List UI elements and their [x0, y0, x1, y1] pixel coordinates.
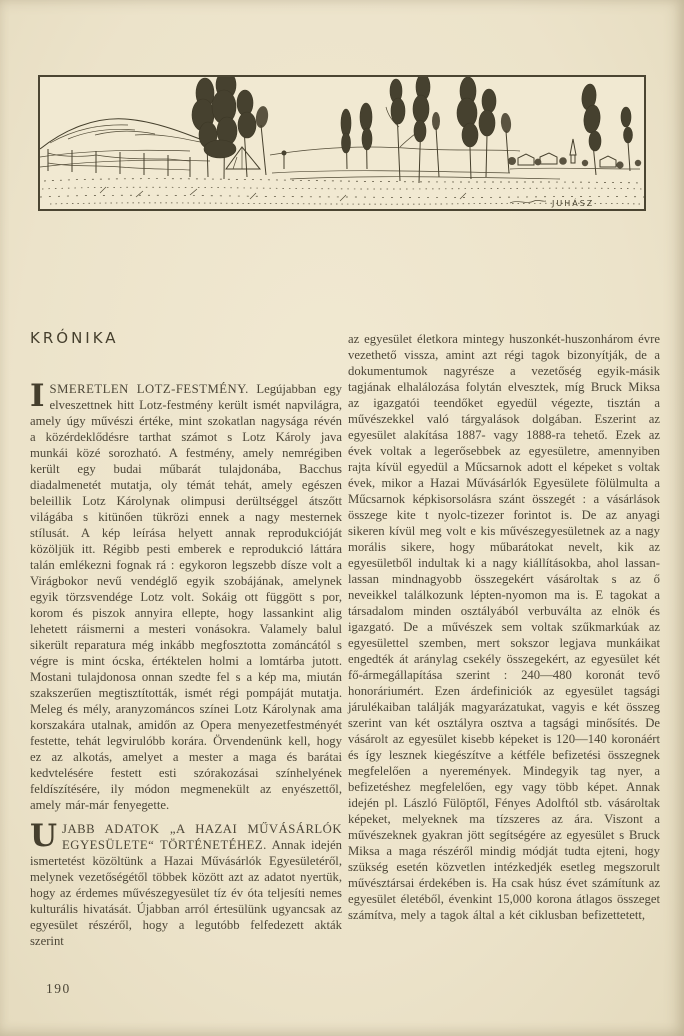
- article-lotz-body: Legújabban egy elveszettnek hitt Lotz-festmény került ismét napvilágra, amely úgy művészi értéke, mint szokatlan nagysága révén a közérdeklődésre tarthat számot s Lotz Károly java munkái közé sorozható. A festmény, amely nemrégiben került egy budai műbarát tulajdonába, Bacchus diadalmenetét mutatja, oly témát tehát, amely egészen beleillik Lotz Károlynak olimpusi derültséggel átszőtt világába s kitünően tükrözi ennek a nagy mesternek stílusát. A kép leírása helyett annak reprodukcióját közöljük itt. Régibb pesti emberek e reprodukció láttára talán emlékezni fognak rá : egykoron legszebb dísze volt a Virágbokor nevű vendéglő egyik szobájának, amelynek egyik törzsvendége Lotz volt. Sokáig ott függött s por, korom és piszok annyira ellepte, hogy lassankint alig lehetett ráismerni a mesteri vonásokra. Valamely balul sikerült reparatura még inkább megfosztotta zománcától s végre is mint ócska, értéktelen holmi a lomtárba jutott. Mostani tulajdonosa onnan szedte fel s a kép ma, miután szakszerűen megtisztították, ismét régi pompáját mutatja. Meleg és mély, aranyzománcos színei Lotz Károlynak ama korszakára utalnak, amidőn az Opera menyezetfestményét festette, tehát legvirulóbb korára. Örvendenünk kell, hogy ez az alkotás, amelyet a mester a maga és barátai kedvtelésére festett esti szórakozásai színhelyének feldíszítésére, ily módon megmenekült az enyészettől, amely már-már fenyegette.: [30, 382, 342, 812]
- article-muvasarlok-body-right: az egyesület életkora mintegy huszonkét-huszonhárom évre vezethető vissza, amint azt régi tagok bizonyítják, de a dokumentumok nagyrésze a vezetőség egyik-másik tagjának elhalálozása folytán elvesztek, míg Bruck Miksa az igazgatói teendőket egyedül végezte, tisztán a művészekkel való tárgyalások dolgában. Eszerint az egyesület alakítása 1887- vagy 1888-ra tehető. Ezek az évek voltak a legerősebbek az egyesületre, amennyiben rajta kívül egyedül a Műcsarnok adott el képeket s voltak évek, mikor a Hazai Művásárlók Egyesülete fölülmulta a Műcsarnok képkisorsolásra szánt összegét : a vásárlások összege kite t nyolc-tizezer forintot is. De az anyagi sikeren kívül meg volt e kis művészegyesületnek az a nagy morális sikere, hogy műbarátokat nevelt, kik az egyesületből indultak ki a nagy kiállításokba, ahol lassan-lassan mindnagyobb összegekért vásároltak s az ő neveikkel találkozunk lépten-nyomon ma is. E tagokat a társadalom minden osztályából verbuválta az elnök és igazgató. De a művészek sem voltak szűkmarkúak az egyesülettel szemben, mert sokszor legjava munkáikat engedték át aránylag csekély összegekért, az egyesület két fő-ármegállapítása szerint : 240—480 koronát tevő honoráriumért. Ezen árdefiniciók az egyesület tagsági járulékaiban találják magyarázatukat, vagyis e két összeg szerint van két osztályra osztva a tagsági minősítés. De vásárolt az egyesület kisebb képeket is 120—140 koronáért és így lesznek kiegészítve a kétféle befizetési összegnek megfelelően a nyeremények. Mindegyik tag nyer, a befizetéshez megfelelően, egy vagy több képet. Annak idején pl. László Fülöptől, Fényes Adolftól stb. vásároltak képeket, melyeknek ma tízszeres az ára. Viszont a művészeknek gyakran jött segítségére az egyesület s Bruck Miksa a maga részéről mindig módját tudta ejteni, hogy szükség esetén közvetlen intézkedjék esetleg megszorult művésztársai érdekében is. Ha csak húsz évet számítunk az egyesület életéből, évenkint 15,000 korona átlagos összeget számítva, mely a tagok által a két ciklusban befizettetett,: [348, 332, 660, 922]
- article-muvasarlok-body-left: Annak idején ismertetést közöltünk a Hazai Művásárlók Egyesületéről, melynek vezetőségétől többek között azt az adatot nyertük, hogy az érdemes művészegyesület tíz év óta teljesíti nemes kulturális hivatását. Újabban arról értesülünk ugyancsak az egyesület részéről, hogy a legutóbb felfedezett akták szerint: [30, 838, 342, 948]
- article-muvasarlok-continuation: [348, 331, 660, 923]
- article-lotz-lead: SMERETLEN LOTZ-FESTMÉNY.: [49, 382, 249, 396]
- drop-cap-i: I: [30, 378, 45, 414]
- poplar-cluster-left: [192, 77, 269, 179]
- landscape-drawing: [40, 77, 644, 209]
- drop-cap-u: U: [30, 818, 58, 854]
- signature-text: JUHÁSZ: [552, 199, 595, 208]
- poplar-cluster-right: [457, 77, 512, 179]
- landscape-illustration: [38, 75, 646, 211]
- church-spire: [570, 139, 576, 163]
- page-number: 190: [46, 981, 71, 996]
- right-column: [348, 331, 660, 923]
- distant-hills: [270, 147, 520, 155]
- poplar-pair-tall: [386, 77, 440, 183]
- article-muvasarlok-paragraph: [30, 818, 342, 949]
- artist-signature: [510, 197, 594, 208]
- human-figure: [282, 151, 286, 169]
- left-column: [30, 378, 342, 949]
- article-lotz-paragraph: [30, 378, 342, 813]
- trees-far-right: [581, 83, 633, 175]
- article-muvasarlok-lead: JABB ADATOK „A HAZAI MŰVÁSÁRLÓK EGYESÜLETE“ TÖRTÉNETÉHEZ.: [62, 822, 342, 852]
- section-heading: KRÓNIKA: [30, 329, 119, 347]
- left-hill: [40, 119, 215, 167]
- poplar-center-small: [341, 103, 372, 169]
- village: [508, 139, 641, 169]
